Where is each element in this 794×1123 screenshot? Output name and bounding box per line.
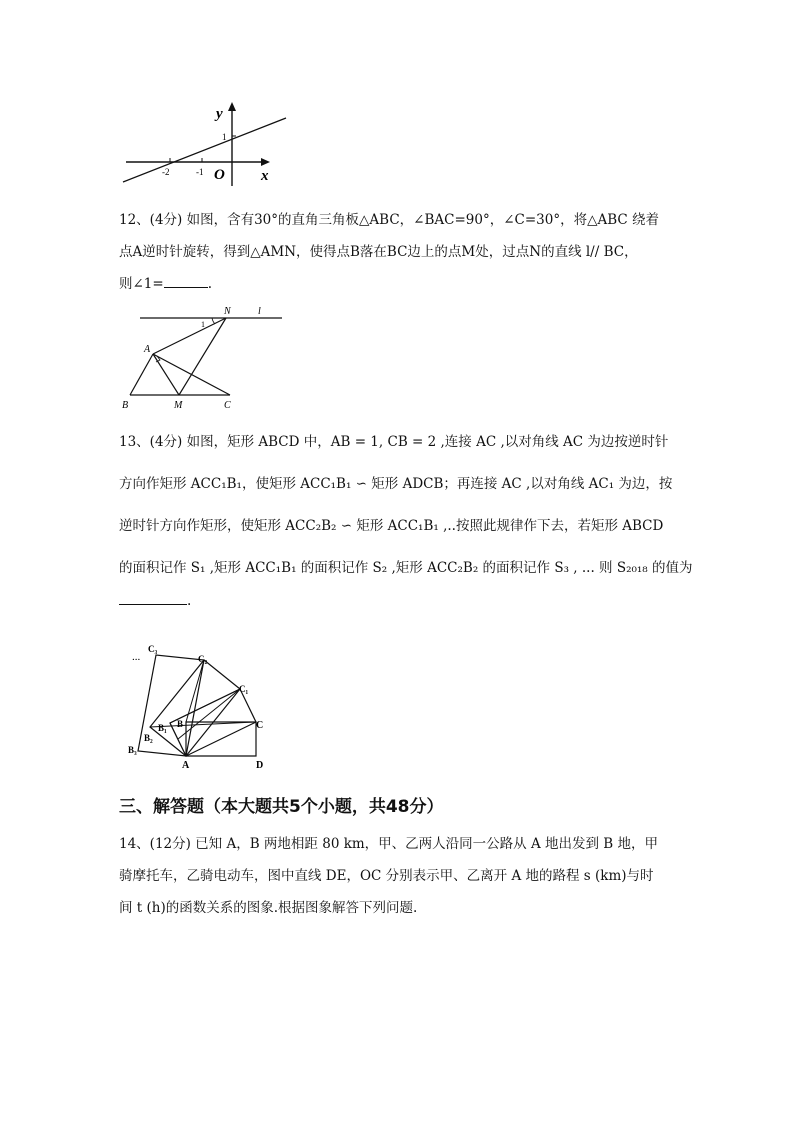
q13-line-2: 方向作矩形 ACC₁B₁，使矩形 ACC₁B₁ ∽ 矩形 ADCB；再连接 AC ,以对角线 AC₁ 为边，按	[119, 476, 673, 492]
label-B2: B₂	[144, 733, 153, 743]
section-heading: 三、解答题（本大题共5个小题，共48分）	[119, 797, 444, 817]
label-C2: C₂	[198, 654, 208, 664]
answer-blank[interactable]	[164, 275, 208, 288]
label-N: N	[224, 306, 231, 317]
label-1: 1	[201, 320, 205, 329]
label-C3: C₃	[148, 644, 158, 654]
label-l: l	[258, 306, 261, 317]
label-A: A	[144, 344, 151, 355]
q12-line-1: 12、(4分) 如图，含有30°的直角三角板△ABC，∠BAC=90°，∠C=30°，将△ABC 绕着	[119, 212, 660, 228]
q13-line-1: 13、(4分) 如图，矩形 ABCD 中，AB = 1, CB = 2 ,连接 AC ,以对角线 AC 为边按逆时针	[119, 434, 669, 450]
tick-label-1: 1	[222, 132, 227, 142]
y-axis-label: y	[216, 106, 223, 122]
x-axis-arrow-icon	[261, 158, 270, 166]
q12-line-3	[119, 272, 212, 292]
q13-line-5	[119, 592, 191, 609]
q12-line-3-prefix: 则∠1=	[119, 276, 164, 292]
label-C: C	[256, 720, 264, 731]
q12-line-3-suffix: .	[207, 276, 213, 292]
rectangles-figure	[118, 636, 278, 774]
label-B: B	[122, 400, 129, 411]
q12-line-2: 点A逆时针旋转，得到△AMN，使得点B落在BC边上的点M处，过点N的直线 l// BC，	[119, 244, 638, 260]
x-axis-label: x	[261, 168, 269, 184]
tick-label-neg1: -1	[196, 167, 204, 177]
label-C1: C₁	[239, 684, 249, 694]
tick-label-neg2: -2	[162, 167, 170, 177]
q14-line-1: 14、(12分) 已知 A，B 两地相距 80 km，甲、乙两人沿同一公路从 A 地出发到 B 地，甲	[119, 836, 659, 852]
label-C: C	[224, 400, 231, 411]
q13-line-3: 逆时针方向作矩形，使矩形 ACC₂B₂ ∽ 矩形 ACC₁B₁ ,..按照此规律作下去，若矩形 ABCD	[119, 518, 664, 534]
label-A: A	[182, 760, 190, 771]
ellipsis-label: ...	[132, 651, 141, 663]
label-B1: B₁	[158, 723, 167, 733]
q13-line-4: 的面积记作 S₁ ,矩形 ACC₁B₁ 的面积记作 S₂ ,矩形 ACC₂B₂ 的面积记作 S₃ , ... 则 S₂₀₁₈ 的值为	[119, 560, 693, 576]
q14-line-2: 骑摩托车，乙骑电动车，图中直线 DE，OC 分别表示甲、乙离开 A 地的路程 s (km)与时	[119, 868, 654, 884]
y-axis-arrow-icon	[228, 102, 236, 111]
q14-line-3: 间 t (h)的函数关系的图象.根据图象解答下列问题.	[119, 900, 418, 916]
label-B3: B₃	[128, 745, 137, 755]
label-B: B	[177, 719, 184, 729]
label-D: D	[256, 760, 264, 771]
answer-blank[interactable]	[119, 592, 187, 605]
coordinate-figure	[118, 98, 293, 190]
label-M: M	[174, 400, 183, 411]
triangle-figure	[118, 300, 288, 412]
origin-label: O	[214, 167, 225, 183]
q13-line-5-suffix: .	[187, 593, 192, 609]
